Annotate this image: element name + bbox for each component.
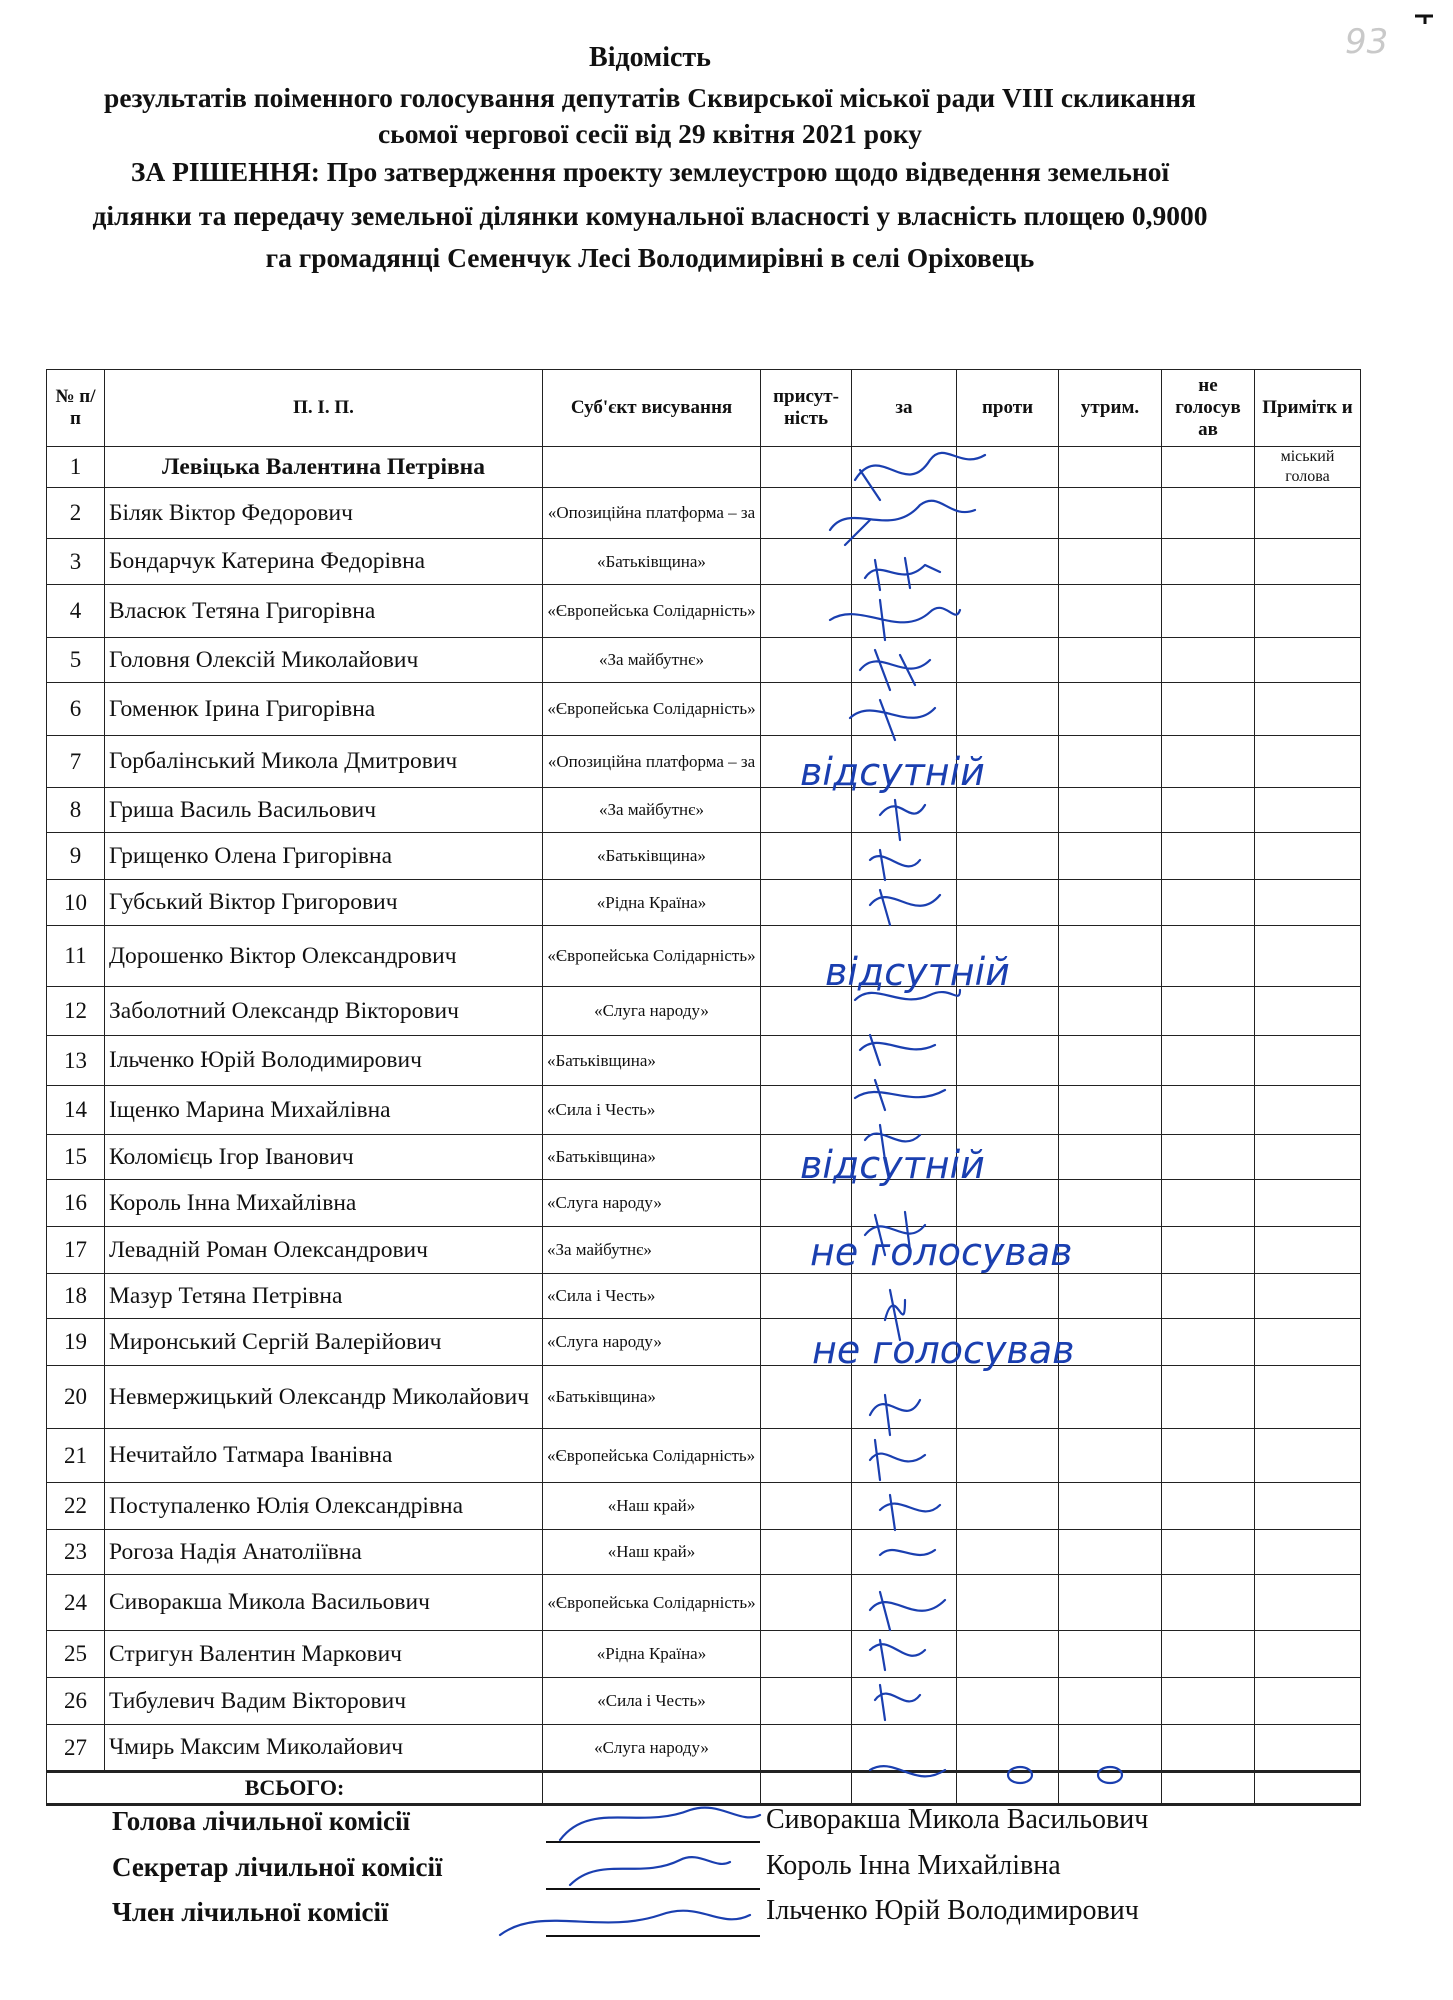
signature-icon bbox=[830, 501, 975, 545]
deputy-party: «Європейська Солідарність» bbox=[543, 585, 761, 638]
row-number: 3 bbox=[47, 539, 105, 585]
deputy-name: Грищенко Олена Григорівна bbox=[105, 833, 543, 880]
not-voted-mark: не голосував bbox=[812, 1328, 1075, 1372]
not-voted-mark: не голосував bbox=[810, 1230, 1073, 1274]
total-against-zero-icon bbox=[1008, 1767, 1032, 1783]
secretary-signature-icon bbox=[570, 1857, 730, 1885]
deputy-name: Біляк Віктор Федорович bbox=[105, 488, 543, 539]
row-number: 13 bbox=[47, 1036, 105, 1086]
row-number: 5 bbox=[47, 638, 105, 683]
signature-icon bbox=[830, 600, 960, 640]
absent-mark: відсутній bbox=[800, 1143, 985, 1187]
deputy-name: Сиворакша Микола Васильович bbox=[105, 1575, 543, 1631]
deputy-name: Іщенко Марина Михайлівна bbox=[105, 1086, 543, 1135]
deputy-name: Нечитайло Татмара Іванівна bbox=[105, 1429, 543, 1483]
col-header-for: за bbox=[852, 370, 957, 447]
row-number: 26 bbox=[47, 1678, 105, 1725]
deputy-name: Стригун Валентин Маркович bbox=[105, 1631, 543, 1678]
col-header-against: проти bbox=[957, 370, 1059, 447]
deputy-party: «Слуга народу» bbox=[543, 1725, 761, 1772]
deputy-party: «За майбутнє» bbox=[543, 1227, 761, 1274]
col-header-abstain: утрим. bbox=[1059, 370, 1162, 447]
signature-icon bbox=[875, 1685, 920, 1720]
secretary-name: Король Інна Михайлівна bbox=[766, 1850, 1061, 1881]
row-number: 2 bbox=[47, 488, 105, 539]
row-number: 25 bbox=[47, 1631, 105, 1678]
deputy-party: «Європейська Солідарність» bbox=[543, 926, 761, 987]
col-header-notes: Примітк и bbox=[1255, 370, 1361, 447]
deputy-party: «Батьківщина» bbox=[543, 1135, 761, 1180]
row-number: 24 bbox=[47, 1575, 105, 1631]
row-number: 15 bbox=[47, 1135, 105, 1180]
deputy-name: Рогоза Надія Анатоліївна bbox=[105, 1530, 543, 1575]
row-number: 14 bbox=[47, 1086, 105, 1135]
note-cell: міський голова bbox=[1255, 447, 1361, 488]
deputy-party: «Сила і Честь» bbox=[543, 1086, 761, 1135]
deputy-party: «Наш край» bbox=[543, 1530, 761, 1575]
member-label: Член лічильної комісії bbox=[112, 1897, 389, 1927]
deputy-name: Король Інна Михайлівна bbox=[105, 1180, 543, 1227]
total-label: ВСЬОГО: bbox=[47, 1772, 543, 1805]
member-signature-icon bbox=[500, 1911, 750, 1935]
document-subtitle-line1: результатів поіменного голосування депутатів Сквирської міської ради VIII скликання bbox=[104, 82, 1196, 113]
deputy-party: «Рідна Країна» bbox=[543, 1631, 761, 1678]
deputy-party: «Опозиційна платформа – за bbox=[543, 488, 761, 539]
signature-icon bbox=[880, 1495, 940, 1530]
deputy-name: Власюк Тетяна Григорівна bbox=[105, 585, 543, 638]
signature-icon bbox=[870, 890, 940, 925]
row-number: 11 bbox=[47, 926, 105, 987]
deputy-name: Губський Віктор Григорович bbox=[105, 880, 543, 926]
chair-name: Сиворакша Микола Васильович bbox=[766, 1804, 1149, 1835]
deputy-party: «Рідна Країна» bbox=[543, 880, 761, 926]
col-header-num: № п/п bbox=[47, 370, 105, 447]
deputy-name: Миронський Сергій Валерійович bbox=[105, 1319, 543, 1366]
row-number: 21 bbox=[47, 1429, 105, 1483]
page-number: 93 bbox=[1345, 22, 1389, 62]
row-number: 22 bbox=[47, 1483, 105, 1530]
row-number: 4 bbox=[47, 585, 105, 638]
deputy-name: Ільченко Юрій Володимирович bbox=[105, 1036, 543, 1086]
signature-icon bbox=[870, 1440, 925, 1480]
deputy-party: «Європейська Солідарність» bbox=[543, 1575, 761, 1631]
signature-icon bbox=[880, 1550, 935, 1555]
deputy-name: Мазур Тетяна Петрівна bbox=[105, 1274, 543, 1319]
signature-icon bbox=[870, 1592, 945, 1630]
row-number: 20 bbox=[47, 1366, 105, 1429]
total-abstain-zero-icon bbox=[1098, 1767, 1122, 1783]
row-number: 6 bbox=[47, 683, 105, 736]
row-number: 1 bbox=[47, 447, 105, 488]
deputy-party: «Слуга народу» bbox=[543, 987, 761, 1036]
col-header-party: Суб'єкт висування bbox=[543, 370, 761, 447]
deputy-party: «Слуга народу» bbox=[543, 1319, 761, 1366]
signature-icon bbox=[855, 453, 985, 500]
decision-line1: ЗА РІШЕННЯ: Про затвердження проекту землеустрою щодо відведення земельної bbox=[130, 156, 1170, 187]
secretary-label: Секретар лічильної комісії bbox=[112, 1852, 443, 1882]
signature-icon bbox=[870, 1640, 925, 1670]
deputy-party: «Слуга народу» bbox=[543, 1180, 761, 1227]
signature-icon bbox=[870, 1766, 945, 1776]
deputy-name: Головня Олексій Миколайович bbox=[105, 638, 543, 683]
deputy-name: Заболотний Олександр Вікторович bbox=[105, 987, 543, 1036]
deputy-party: «Батьківщина» bbox=[543, 1036, 761, 1086]
deputy-party: «Європейська Солідарність» bbox=[543, 683, 761, 736]
deputy-name: Левіцька Валентина Петрівна bbox=[105, 447, 543, 488]
deputy-name: Бондарчук Катерина Федорівна bbox=[105, 539, 543, 585]
absent-mark: відсутній bbox=[800, 750, 985, 794]
deputy-name: Гриша Василь Васильович bbox=[105, 788, 543, 833]
row-number: 12 bbox=[47, 987, 105, 1036]
deputy-party: «За майбутнє» bbox=[543, 638, 761, 683]
col-header-presence: присут-ність bbox=[761, 370, 852, 447]
deputy-name: Невмержицький Олександр Миколайович bbox=[105, 1366, 543, 1429]
deputy-name: Левадній Роман Олександрович bbox=[105, 1227, 543, 1274]
deputy-name: Чмирь Максим Миколайович bbox=[105, 1725, 543, 1772]
deputy-name: Дорошенко Віктор Олександрович bbox=[105, 926, 543, 987]
row-number: 9 bbox=[47, 833, 105, 880]
deputy-name: Тибулевич Вадим Вікторович bbox=[105, 1678, 543, 1725]
deputy-name: Коломієць Ігор Іванович bbox=[105, 1135, 543, 1180]
deputy-name: Поступаленко Юлія Олександрівна bbox=[105, 1483, 543, 1530]
deputy-name: Гоменюк Ірина Григорівна bbox=[105, 683, 543, 736]
deputy-party: «Сила і Честь» bbox=[543, 1274, 761, 1319]
signature-icon bbox=[870, 1395, 920, 1435]
deputy-party: «Наш край» bbox=[543, 1483, 761, 1530]
deputy-party: «Опозиційна платформа – за bbox=[543, 736, 761, 788]
row-number: 16 bbox=[47, 1180, 105, 1227]
row-number: 7 bbox=[47, 736, 105, 788]
row-number: 17 bbox=[47, 1227, 105, 1274]
row-number: 27 bbox=[47, 1725, 105, 1772]
signature-icon bbox=[860, 650, 930, 690]
deputy-party: «Батьківщина» bbox=[543, 833, 761, 880]
row-number: 19 bbox=[47, 1319, 105, 1366]
signature-icon bbox=[860, 1035, 935, 1065]
member-name: Ільченко Юрій Володимирович bbox=[766, 1895, 1139, 1926]
chair-signature-icon bbox=[560, 1808, 760, 1840]
document-subtitle-line2: сьомої чергової сесії від 29 квітня 2021 року bbox=[377, 118, 923, 149]
chair-label: Голова лічильної комісії bbox=[112, 1806, 410, 1836]
decision-line2: ділянки та передачу земельної ділянки комунальної власності у власність площею 0,9000 bbox=[92, 200, 1208, 231]
deputy-party: «Європейська Солідарність» bbox=[543, 1429, 761, 1483]
row-number: 8 bbox=[47, 788, 105, 833]
col-header-name: П. І. П. bbox=[105, 370, 543, 447]
deputy-party: «Батьківщина» bbox=[543, 1366, 761, 1429]
row-number: 10 bbox=[47, 880, 105, 926]
deputy-party: «Батьківщина» bbox=[543, 539, 761, 585]
col-header-not-voted: не голосув ав bbox=[1162, 370, 1255, 447]
row-number: 23 bbox=[47, 1530, 105, 1575]
signature-icon bbox=[870, 850, 920, 880]
deputy-party: «За майбутнє» bbox=[543, 788, 761, 833]
signature-icon bbox=[880, 800, 925, 840]
deputy-name: Горбалінський Микола Дмитрович bbox=[105, 736, 543, 788]
absent-mark: відсутній bbox=[825, 950, 1010, 994]
signature-icon bbox=[855, 1080, 945, 1110]
row-number: 18 bbox=[47, 1274, 105, 1319]
signature-icon bbox=[850, 700, 935, 740]
decision-line3: га громадянці Семенчук Лесі Володимирівні в селі Оріховець bbox=[265, 242, 1035, 273]
document-title: Відомість bbox=[589, 42, 711, 73]
deputy-party: «Сила і Честь» bbox=[543, 1678, 761, 1725]
signature-icon bbox=[865, 558, 940, 590]
